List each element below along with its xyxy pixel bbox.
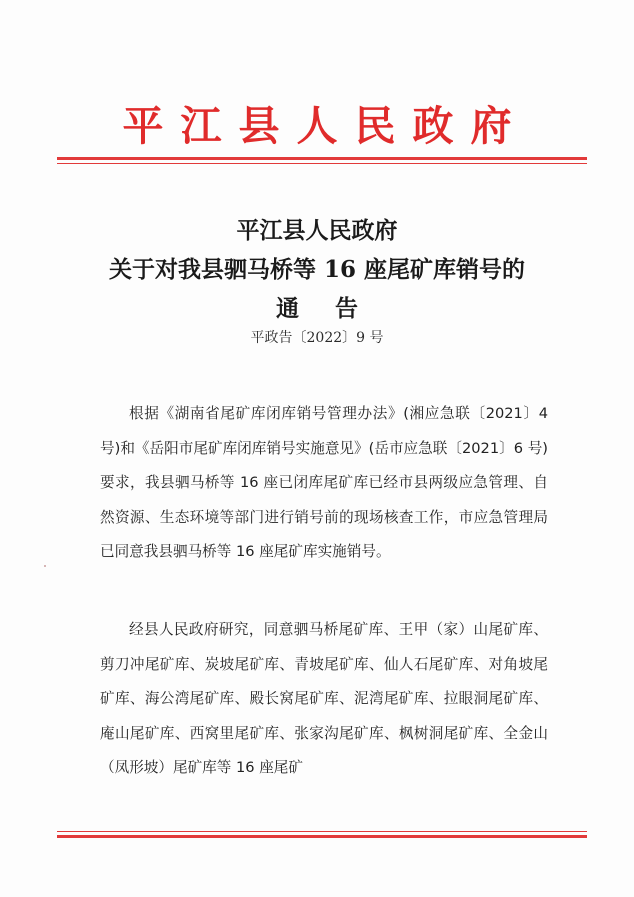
- scan-speck: [44, 565, 46, 567]
- notice-title-line-1: 平江县人民政府: [236, 217, 398, 244]
- notice-title-line-2: 关于对我县驷马桥等 16 座尾矿库销号的: [108, 256, 526, 283]
- document-number: 平政告〔2022〕9 号: [250, 330, 384, 346]
- notice-title-line-3: 通告: [276, 295, 394, 322]
- footer-red-rule-thick: [57, 835, 587, 838]
- government-masthead: 平江县人民政府: [122, 102, 529, 150]
- body-paragraph-2: 经县人民政府研究，同意驷马桥尾矿库、王甲（家）山尾矿库、剪刀冲尾矿库、炭坡尾矿库、青坡尾矿库、仙人石尾矿库、对角坡尾矿库、海公湾尾矿库、殿长窝尾矿库、泥湾尾矿库、拉眼洞尾矿库、庵山尾矿库、西窝里尾矿库、张家沟尾矿库、枫树洞尾矿库、全金山（凤形坡）尾矿库等 16 座尾矿: [100, 621, 548, 776]
- masthead-red-rule-thick: [57, 157, 587, 160]
- footer-red-rule-thin: [57, 831, 587, 832]
- body-paragraph-1: 根据《湖南省尾矿库闭库销号管理办法》(湘应急联〔2021〕4 号)和《岳阳市尾矿库闭库销号实施意见》(岳市应急联〔2021〕6 号)要求，我县驷马桥等 16 座已闭库尾矿库已经市县两级应急管理、自然资源、生态环境等部门进行销号前的现场核查工作，市应急管理局已同意我县驷马桥等 16 座尾矿库实施销号。: [100, 405, 548, 560]
- masthead-red-rule-thin: [57, 163, 587, 164]
